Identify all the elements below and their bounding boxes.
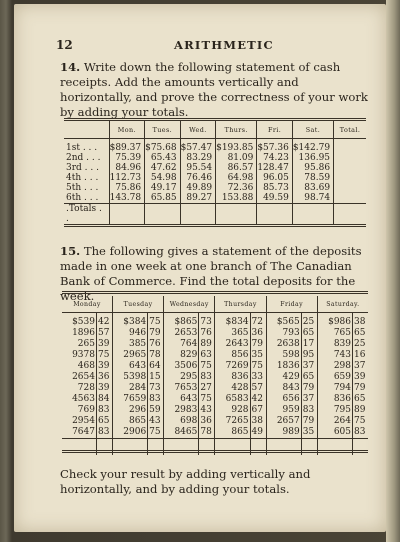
dollars-cell: 795 — [317, 405, 352, 416]
dollars-cell: 296 — [112, 405, 147, 416]
total-cell — [334, 173, 366, 183]
dollars-cell: 284 — [112, 383, 147, 394]
dollars-cell: 2954 — [72, 416, 95, 426]
dollars-cell: 468 — [77, 361, 95, 371]
dollars-cell: 946 — [112, 328, 147, 339]
dollars-cell: 7653 — [164, 383, 199, 394]
cents-cell: 39 — [96, 361, 112, 372]
dollars-cell: 7659 — [112, 394, 147, 405]
cents-cell: 65 — [301, 372, 317, 383]
row-label-header — [64, 120, 109, 139]
cents-cell: 67 — [250, 405, 266, 416]
cents-cell: 75 — [148, 313, 164, 329]
cents-cell: 65 — [301, 328, 317, 339]
cents-cell: 78 — [148, 350, 164, 361]
cents-cell: 16 — [353, 350, 369, 361]
cell: 85.73 — [257, 183, 293, 193]
cents-cell: 27 — [199, 383, 215, 394]
cents-cell: 36 — [199, 416, 215, 427]
cell: $142.79 — [292, 139, 333, 154]
row-label: 6th . . . — [66, 193, 99, 203]
cents-cell: 33 — [250, 372, 266, 383]
running-head: ARITHMETIC — [174, 38, 274, 52]
row-label: 2nd . . . — [66, 153, 101, 163]
cell: 47.62 — [145, 163, 181, 173]
col-header-total: Total. — [334, 120, 366, 139]
cell: 74.23 — [257, 153, 293, 163]
dollars-cell: 2643 — [215, 339, 250, 350]
total-cell — [334, 193, 366, 204]
cents-cell: 63 — [199, 350, 215, 361]
cents-cell: 79 — [148, 328, 164, 339]
dollars-cell: 2965 — [112, 350, 147, 361]
cell: 86.57 — [216, 163, 257, 173]
total-cell — [334, 163, 366, 173]
cents-cell: 39 — [96, 383, 112, 394]
dollars-cell: 728 — [77, 383, 95, 393]
dollars-cell: 928 — [215, 405, 250, 416]
dollars-cell: 769 — [77, 405, 95, 415]
exercise-15-number: 15. — [60, 244, 81, 258]
cents-cell: 75 — [96, 350, 112, 361]
dollars-cell: 9378 — [72, 350, 95, 360]
col-header-thurs: Thurs. — [216, 120, 257, 139]
cents-cell: 84 — [96, 394, 112, 405]
dollars-cell: 865 — [215, 427, 250, 439]
exercise-14-number: 14. — [60, 60, 81, 74]
cents-cell: 42 — [96, 313, 112, 329]
cell: 83.29 — [180, 153, 216, 163]
bank-deposits-table — [62, 296, 368, 455]
dollars-cell: 365 — [215, 328, 250, 339]
cell: 89.27 — [180, 193, 216, 204]
cell: 49.59 — [257, 193, 293, 204]
total-cell — [109, 204, 145, 226]
cents-cell: 83 — [353, 427, 369, 439]
dollars-cell: 659 — [317, 372, 352, 383]
cents-cell: 65 — [353, 394, 369, 405]
cash-receipts-table — [64, 118, 366, 227]
exercise-14-text — [60, 60, 372, 120]
dollars-cell: 959 — [266, 405, 301, 416]
table-row — [62, 339, 368, 350]
col-header-tues: Tues. — [145, 120, 181, 139]
cell: 75.39 — [109, 153, 145, 163]
table-row — [62, 394, 368, 405]
cents-cell: 76 — [199, 328, 215, 339]
cents-cell: 37 — [301, 361, 317, 372]
cents-cell: 57 — [96, 328, 112, 339]
cell: $57.36 — [257, 139, 293, 154]
cents-cell: 43 — [148, 416, 164, 427]
table-row — [62, 328, 368, 339]
cents-cell: 89 — [199, 339, 215, 350]
total-cell — [334, 153, 366, 163]
cents-cell: 79 — [353, 383, 369, 394]
dollars-cell: 429 — [266, 372, 301, 383]
table-row — [62, 427, 368, 439]
cents-cell: 49 — [250, 427, 266, 439]
totals-row — [64, 204, 366, 226]
dollars-cell: $539 — [72, 317, 95, 327]
dollars-cell: 743 — [317, 350, 352, 361]
dollars-cell: 698 — [164, 416, 199, 427]
page-header — [56, 38, 374, 54]
cents-cell: 79 — [250, 339, 266, 350]
cents-cell: 65 — [353, 328, 369, 339]
table-row — [64, 163, 366, 173]
cell: 95.86 — [292, 163, 333, 173]
dollars-cell: 6583 — [215, 394, 250, 405]
cell: 153.88 — [216, 193, 257, 204]
dollars-cell: 295 — [164, 372, 199, 383]
cents-cell: 64 — [148, 361, 164, 372]
total-cell — [257, 204, 293, 226]
cell: 78.59 — [292, 173, 333, 183]
cents-cell: 36 — [250, 328, 266, 339]
cell: 49.89 — [180, 183, 216, 193]
cell: 72.36 — [216, 183, 257, 193]
cents-cell: 35 — [250, 350, 266, 361]
cell: $57.47 — [180, 139, 216, 154]
table-row — [62, 350, 368, 361]
cents-cell: 73 — [148, 383, 164, 394]
dollars-cell: 298 — [317, 361, 352, 372]
dollars-cell: 989 — [266, 427, 301, 439]
cents-cell: 75 — [148, 427, 164, 439]
cents-cell: 75 — [199, 361, 215, 372]
total-cell — [334, 139, 366, 154]
cell: 54.98 — [145, 173, 181, 183]
cell: 84.96 — [109, 163, 145, 173]
cents-cell: 37 — [301, 394, 317, 405]
cell: 83.69 — [292, 183, 333, 193]
dollars-cell: 865 — [112, 416, 147, 427]
dollars-cell: 764 — [164, 339, 199, 350]
cents-cell: 38 — [353, 313, 369, 329]
table-row — [64, 183, 366, 193]
cents-cell: 89 — [353, 405, 369, 416]
cents-cell: 95 — [301, 350, 317, 361]
cents-cell: 38 — [250, 416, 266, 427]
dollars-cell: 605 — [317, 427, 352, 439]
closing-instruction: Check your result by adding vertically and horizontally, and by adding your totals. — [60, 467, 311, 496]
cents-cell: 79 — [301, 416, 317, 427]
cents-cell: 83 — [148, 394, 164, 405]
dollars-cell: 643 — [112, 361, 147, 372]
cell: 136.95 — [292, 153, 333, 163]
col-header-sat: Sat. — [292, 120, 333, 139]
cents-cell: 37 — [353, 361, 369, 372]
cents-cell: 83 — [96, 405, 112, 416]
dollars-cell: 385 — [112, 339, 147, 350]
dollars-cell: 856 — [215, 350, 250, 361]
dollars-cell: 5398 — [112, 372, 147, 383]
col-header-monday: Monday — [62, 296, 112, 313]
table-row — [62, 361, 368, 372]
dollars-cell: 836 — [215, 372, 250, 383]
cents-cell: 75 — [199, 394, 215, 405]
cell: 112.73 — [109, 173, 145, 183]
cents-cell: 83 — [96, 427, 112, 439]
exercise-14-body: Write down the following statement of cash receipts. Add the amounts vertically and horizontally, and prove the correctness of your work by adding your totals. — [60, 60, 368, 119]
dollars-cell: 656 — [266, 394, 301, 405]
cents-cell: 83 — [301, 405, 317, 416]
row-label: 1st . . . — [66, 143, 98, 153]
col-header-wed: Wed. — [180, 120, 216, 139]
dollars-cell: 7265 — [215, 416, 250, 427]
cell: 98.74 — [292, 193, 333, 204]
cents-cell: 79 — [301, 383, 317, 394]
row-label: 5th . . . — [66, 183, 99, 193]
table-row — [64, 139, 366, 154]
cents-cell: 17 — [301, 339, 317, 350]
dollars-cell: 2906 — [112, 427, 147, 439]
row-label: 4th . . . — [66, 173, 99, 183]
dollars-cell: 2983 — [164, 405, 199, 416]
total-cell — [334, 204, 366, 226]
col-header-wednesday: Wednesday — [164, 296, 215, 313]
dollars-cell: 793 — [266, 328, 301, 339]
dollars-cell: 598 — [266, 350, 301, 361]
cents-cell: 39 — [96, 339, 112, 350]
dollars-cell: 643 — [164, 394, 199, 405]
cents-cell: 42 — [250, 394, 266, 405]
dollars-cell: $834 — [215, 313, 250, 329]
dollars-cell: 7269 — [215, 361, 250, 372]
dollars-cell: 7647 — [72, 427, 95, 437]
cents-cell: 35 — [301, 427, 317, 439]
cell: 81.09 — [216, 153, 257, 163]
dollars-cell: 794 — [317, 383, 352, 394]
table-row — [64, 153, 366, 163]
page-edge — [386, 0, 400, 542]
dollars-cell: 3506 — [164, 361, 199, 372]
cents-cell: 25 — [301, 313, 317, 329]
cell: 96.05 — [257, 173, 293, 183]
cell: 76.46 — [180, 173, 216, 183]
table-row — [62, 416, 368, 427]
col-header-tuesday: Tuesday — [112, 296, 163, 313]
cell: $75.68 — [145, 139, 181, 154]
table-top-rule — [62, 291, 368, 294]
dollars-cell: 1836 — [266, 361, 301, 372]
table-row — [62, 383, 368, 394]
col-header-mon: Mon. — [109, 120, 145, 139]
cents-cell: 25 — [353, 339, 369, 350]
cents-cell: 73 — [199, 313, 215, 329]
totals-label: .Totals . . — [64, 204, 109, 226]
dollars-cell: 4563 — [72, 394, 95, 404]
table-row — [64, 173, 366, 183]
cell: 65.85 — [145, 193, 181, 204]
table-row — [64, 193, 366, 204]
cell: 65.43 — [145, 153, 181, 163]
dollars-cell: $384 — [112, 313, 147, 329]
cents-cell: 15 — [148, 372, 164, 383]
dollars-cell: 265 — [77, 339, 95, 349]
dollars-cell: 264 — [317, 416, 352, 427]
dollars-cell: 2638 — [266, 339, 301, 350]
cell: $193.85 — [216, 139, 257, 154]
total-cell — [145, 204, 181, 226]
cents-cell: 59 — [148, 405, 164, 416]
dollars-cell: 2657 — [266, 416, 301, 427]
dollars-cell: 1896 — [72, 328, 95, 338]
cell: 49.17 — [145, 183, 181, 193]
table-bottom-rule — [62, 450, 368, 453]
dollars-cell: $986 — [317, 313, 352, 329]
exercise-15-body: The following gives a statement of the deposits made in one week at one branch of The Canadian Bank of Commerce. Find the total deposits for the week. — [60, 244, 362, 303]
dollars-cell: 765 — [317, 328, 352, 339]
col-header-saturday: Saturday. — [317, 296, 368, 313]
cell: 64.98 — [216, 173, 257, 183]
cents-cell: 75 — [353, 416, 369, 427]
dollars-cell: 836 — [317, 394, 352, 405]
cell: 143.78 — [109, 193, 145, 204]
cell: $89.37 — [109, 139, 145, 154]
cents-cell: 57 — [250, 383, 266, 394]
total-cell — [292, 204, 333, 226]
col-header-friday: Friday — [266, 296, 317, 313]
cell: 75.86 — [109, 183, 145, 193]
page-number: 12 — [56, 38, 73, 52]
dollars-cell: 843 — [266, 383, 301, 394]
cell: 128.47 — [257, 163, 293, 173]
dollars-cell: 8465 — [164, 427, 199, 439]
cents-cell: 78 — [199, 427, 215, 439]
dollars-cell: 428 — [215, 383, 250, 394]
cell: 95.54 — [180, 163, 216, 173]
cents-cell: 36 — [96, 372, 112, 383]
dollars-cell: 2653 — [164, 328, 199, 339]
dollars-cell: 2654 — [72, 372, 95, 382]
table-row — [62, 405, 368, 416]
row-label: 3rd . . . — [66, 163, 99, 173]
cents-cell: 72 — [250, 313, 266, 329]
cents-cell: 39 — [353, 372, 369, 383]
total-cell — [216, 204, 257, 226]
table-row — [62, 372, 368, 383]
dollars-cell: 829 — [164, 350, 199, 361]
exercise-15-text — [60, 244, 372, 304]
cents-cell: 75 — [250, 361, 266, 372]
col-header-thursday: Thursday — [215, 296, 266, 313]
col-header-fri: Fri. — [257, 120, 293, 139]
dollars-cell: 839 — [317, 339, 352, 350]
cents-cell: 43 — [199, 405, 215, 416]
dollars-cell: $565 — [266, 313, 301, 329]
total-cell — [334, 183, 366, 193]
cents-cell: 65 — [96, 416, 112, 427]
table-row — [62, 313, 368, 329]
cents-cell: 76 — [148, 339, 164, 350]
cents-cell: 83 — [199, 372, 215, 383]
total-cell — [180, 204, 216, 226]
dollars-cell: $865 — [164, 313, 199, 329]
